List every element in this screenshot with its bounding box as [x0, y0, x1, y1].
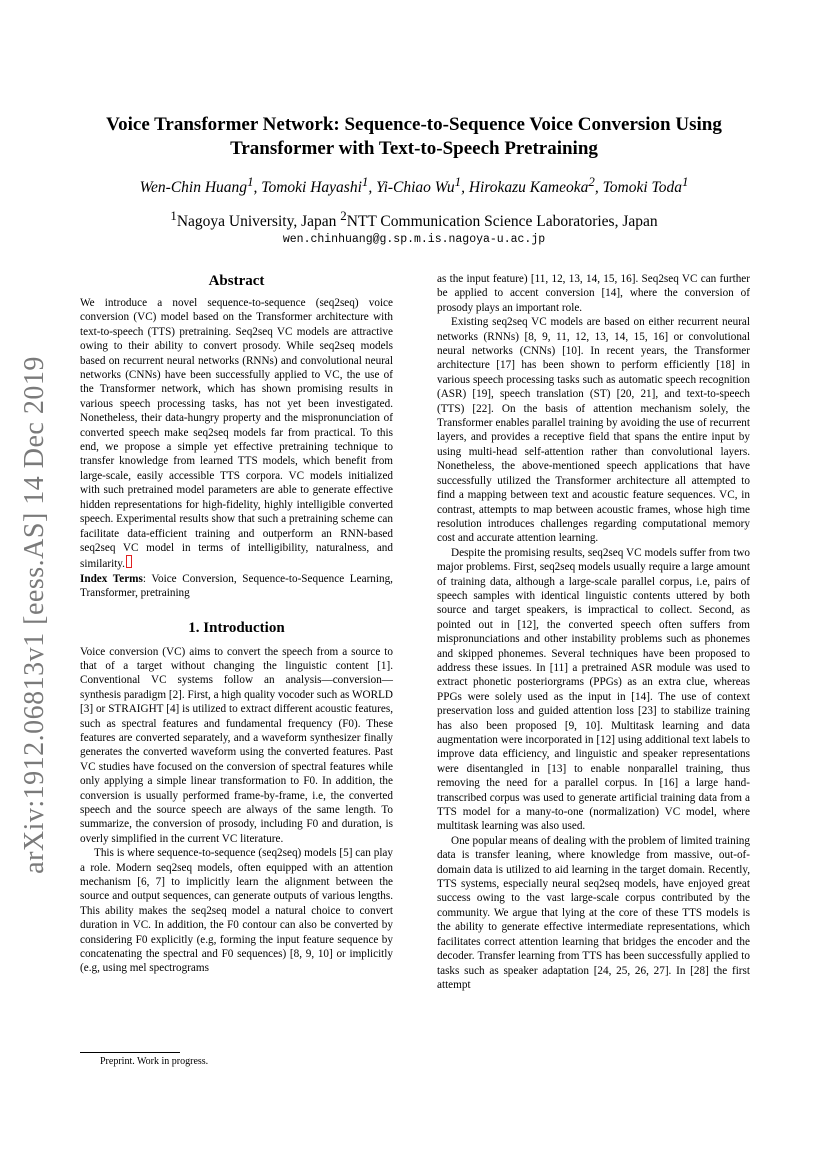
abstract-body	[80, 296, 393, 572]
abstract-text: We introduce a novel sequence-to-sequence (seq2seq) voice conversion (VC) model based on the Transformer architecture with text-to-speech (TTS) pretraining. Seq2seq VC models are attractive owing to their ability to convert prosody. While seq2seq models based on recurrent neural networks (RNNs) and convolutional neural networks (CNNs) have been successfully applied to VC, the use of the Transformer network, which has shown promising results in various speech processing tasks, has not yet been investigated. Nonetheless, their data-hungry property and the mispronunciation of converted speech make seq2seq models far from practical. To this end, we propose a simple yet effective pretraining technique to transfer knowledge from learned TTS models, which benefit from large-scale, easily accessible TTS corpora. VC models initialized with such pretrained model parameters are able to generate effective hidden representations for high-fidelity, highly intelligible converted speech. Experimental results show that such a pretraining scheme can facilitate data-efficient training and outperform an RNN-based seq2seq VC model in terms of intelligibility, naturalness, and similarity.	[80, 297, 393, 571]
body-paragraph-2: Existing seq2seq VC models are based on either recurrent neural networks (RNNs) [8, 9, 11, 12, 13, 14, 15, 16] or convolutional neural networks (CNNs) [10]. In recent years, the Transformer architecture [17] has been shown to perform efficiently [18] in various speech processing tasks such as automatic speech recognition (ASR) [19], speech translation (ST) [20, 21], and text-to-speech (TTS) [22]. On the basis of attention mechanism solely, the Transformer enables parallel training by avoiding the use of recurrent layers, and provides a receptive field that spans the entire input by using multi-head self-attention rather than convolutional layers. Nonetheless, the above-mentioned speech applications that have successfully utilized the Transformer architecture all attempted to find a mapping between text and acoustic feature sequences. VC, in contrast, attempts to map between acoustic frames, whose high time resolution introduces challenges regarding computational memory cost and accurate attention learning.	[437, 316, 750, 545]
left-column	[80, 272, 393, 976]
author-affil-sup: 1	[247, 174, 254, 189]
footnote: Preprint. Work in progress.	[100, 1056, 209, 1067]
index-terms-label: Index Terms	[80, 572, 143, 585]
affil-sup: 2	[340, 208, 347, 223]
body-paragraph-1: as the input feature) [11, 12, 13, 14, 15, 16]. Seq2seq VC can further be applied to accent conversion [14], where the conversion of prosody plays an important role.	[437, 273, 750, 314]
arxiv-identifier-stamp	[10, 355, 60, 875]
footnote-marker-icon	[126, 555, 132, 568]
author-affil-sup: 1	[361, 174, 369, 189]
arxiv-identifier-text: arXiv:1912.06813v1 [eess.AS] 14 Dec 2019	[19, 356, 51, 874]
affiliations	[60, 208, 768, 231]
author-affil-sup: 1	[681, 174, 689, 189]
author-name: Yi-Chiao Wu	[376, 179, 455, 197]
author-name: Wen-Chin Huang	[139, 179, 248, 197]
body-paragraph-3: Despite the promising results, seq2seq VC models suffer from two major problems. First, seq2seq models usually require a large amount of training data, although a large-scale parallel corpus, i.e, pairs of speech samples with identical linguistic contents uttered by both source and target speakers, is impractical to collect. Second, as pointed out in [12], the converted speech often suffers from mispronunciations and other instability problems such as phonemes and skipped phonemes. Several techniques have been proposed to address these issues. In [11] a pretrained ASR module was used to extract phonetic posteriorgrams (PPGs) as an extra clue, whereas PPGs were solely used as the input in [14]. The use of context preservation loss and guided attention loss [23] to stabilize training has also been proposed [9, 10]. Multitask learning and data augmentation were incorporated in [12] using additional text labels to improve data efficiency, and linguistic and speaker representations were disentangled in [13] to enable nonparallel training, thus removing the need for a parallel corpus. In [16] a large hand-transcribed corpus was used to generate artificial training data from a TTS model for a many-to-one (normalization) VC model, where multitask learning was also used.	[437, 546, 750, 833]
footnote-divider	[80, 1052, 180, 1053]
author-name: Hirokazu Kameoka	[468, 179, 589, 197]
right-column	[437, 272, 750, 992]
author-name: Tomoki Toda	[602, 179, 682, 197]
index-terms-text: : Voice Conversion, Sequence-to-Sequence Learning, Transformer, pretraining	[80, 572, 393, 600]
intro-paragraph-1: Voice conversion (VC) aims to convert the speech from a source to that of a target without changing the linguistic content [1]. Conventional VC systems follow an analysis—conversion—synthesis paradigm [2]. First, a high quality vocoder such as WORLD [3] or STRAIGHT [4] is utilized to extract different acoustic features, such as spectral features and fundamental frequency (F0). These features are converted separately, and a waveform synthesizer finally generates the converted waveform using the converted features. Past VC studies have focused on the conversion of spectral features while only applying a simple linear transformation to F0. In addition, the conversion is usually performed frame-by-frame, i.e, the converted speech and the source speech are always of the same length. To summarize, the conversion of prosody, including F0 and duration, is overly simplified in the current VC literature.	[80, 645, 393, 845]
author-affil-sup: 2	[588, 174, 595, 189]
abstract-heading: Abstract	[208, 273, 265, 289]
index-terms	[80, 572, 393, 601]
affil-sup: 1	[170, 208, 177, 223]
title-line-2: Transformer with Text-to-Speech Pretraining	[230, 138, 598, 159]
title-line-1: Voice Transformer Network: Sequence-to-Sequence Voice Conversion Using	[106, 114, 722, 135]
affil-name: NTT Communication Science Laboratories, Japan	[346, 213, 658, 231]
contact-email: wen.chinhuang@g.sp.m.is.nagoya-u.ac.jp	[282, 233, 546, 246]
body-paragraph-4: One popular means of dealing with the problem of limited training data is transfer leaning, where knowledge from massive, out-of-domain data is utilized to aid learning in the target domain. Recently, TTS systems, especially neural seq2seq models, have enjoyed great success owing to the vast large-scale corpus contributed by the community. We argue that lying at the core of these TTS models is the ability to generate effective intermediate representations, which facilitates correct attention learning that bridges the encoder and the decoder. Transfer learning from TTS has been successfully applied to tasks such as speaker adaptation [24, 25, 26, 27]. In [28] the first attempt	[437, 834, 750, 991]
affil-name: Nagoya University, Japan	[176, 213, 341, 231]
author-affil-sup: 1	[454, 174, 462, 189]
author-list: Wen-Chin Huang$^1$, Tomoki Hayashi$^1$, Yi-Chiao Wu$^1$, Hirokazu Kameoka$^2$, Tomoki Toda$^1$	[139, 174, 689, 197]
introduction-heading: 1. Introduction	[188, 619, 285, 636]
author-name: Tomoki Hayashi	[261, 179, 362, 197]
paper-title	[60, 113, 768, 161]
intro-paragraph-2: This is where sequence-to-sequence (seq2seq) models [5] can play a role. Modern seq2seq models, often equipped with an attention mechanism [6, 7] to implicitly learn the alignment between the source and output sequences, can generate outputs of various lengths. This ability makes the seq2seq model a natural choice to convert duration in VC. In addition, the F0 contour can also be converted by considering F0 explicitly (e.g, forming the input feature sequence by concatenating the spectral and F0 sequences) [8, 9, 10] or implicitly (e.g, using mel spectrograms	[80, 847, 393, 975]
